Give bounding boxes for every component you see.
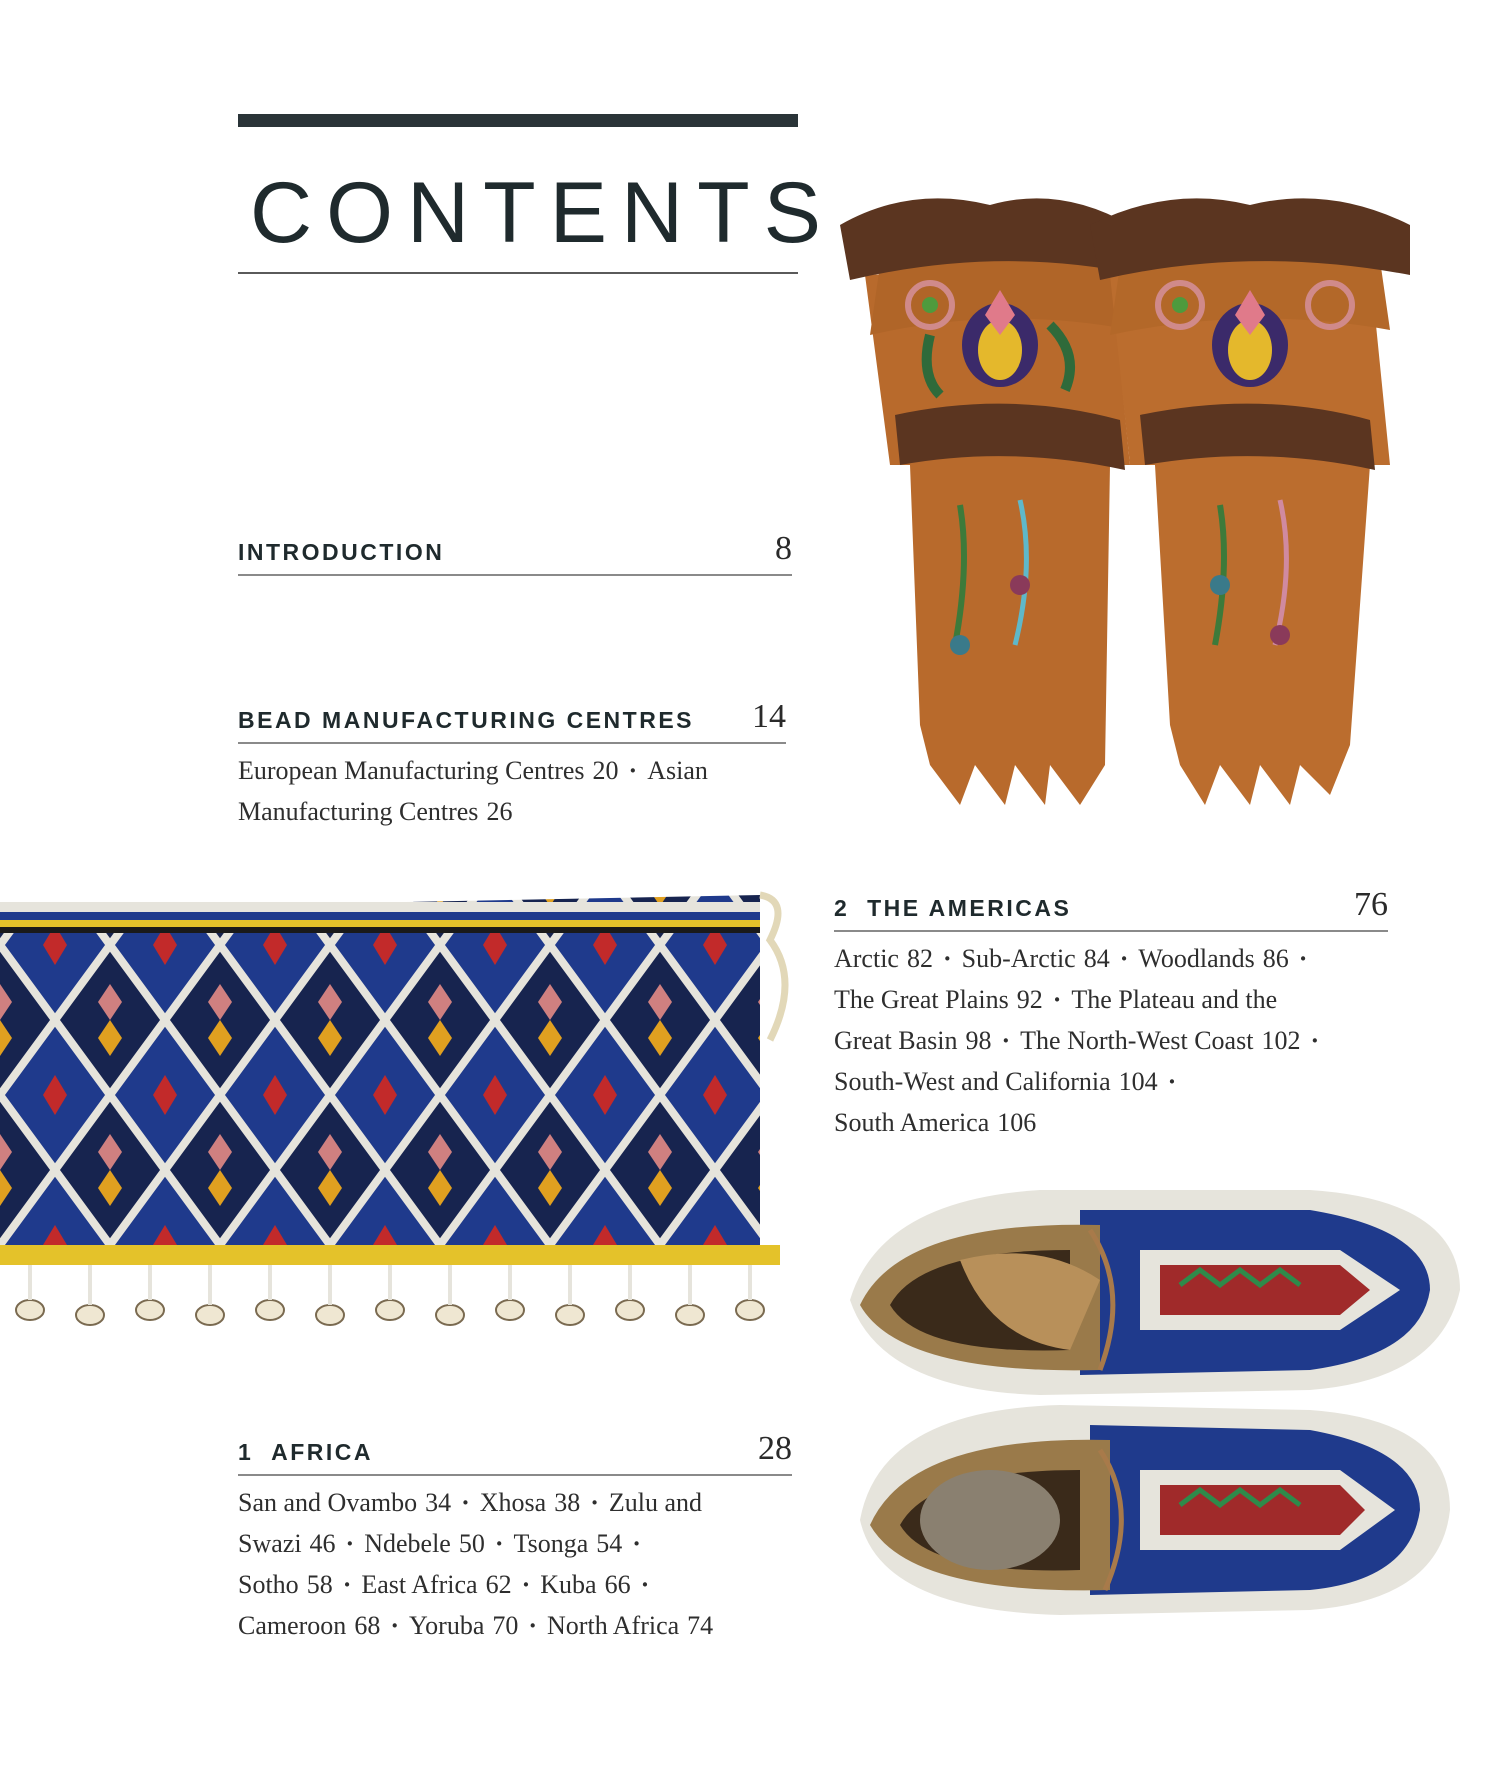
section-heading [834, 888, 1388, 922]
entry-page: 58 [306, 1570, 333, 1599]
chapter-number: 2 [834, 895, 850, 921]
left-glove [840, 198, 1140, 805]
section-title: BEAD MANUFACTURING CENTRES [238, 707, 694, 733]
top-rule [238, 114, 798, 127]
bullet-separator: · [632, 1529, 641, 1558]
entry-name[interactable]: Asian [647, 756, 708, 785]
entry-name[interactable]: Zulu and [608, 1488, 703, 1517]
entry-name[interactable]: East Africa [361, 1570, 478, 1599]
bullet-separator: · [1310, 1026, 1320, 1055]
entry-page: 84 [1083, 944, 1110, 973]
entry-page: 62 [485, 1570, 512, 1599]
section-introduction[interactable] [238, 532, 792, 576]
section-rule [834, 930, 1388, 932]
entry-line [834, 1102, 1388, 1143]
section-americas[interactable] [834, 888, 1388, 1143]
entry-name[interactable]: Swazi [238, 1529, 302, 1558]
title-underline [238, 272, 798, 274]
section-page-number: 14 [752, 698, 786, 735]
bullet-separator: · [494, 1529, 504, 1558]
entry-page: 92 [1016, 985, 1043, 1014]
entry-name[interactable]: Tsonga [513, 1529, 589, 1558]
entry-page: 98 [965, 1026, 992, 1055]
bullet-separator: · [345, 1529, 355, 1558]
entry-page: 50 [458, 1529, 485, 1558]
entry-name[interactable]: South America [834, 1108, 990, 1137]
section-entries [834, 938, 1388, 1143]
entry-line [238, 1482, 792, 1523]
page-title: CONTENTS [250, 165, 835, 261]
bullet-separator: · [1119, 944, 1129, 973]
section-title: INTRODUCTION [238, 539, 445, 565]
entry-page: 66 [604, 1570, 631, 1599]
lower-moccasin [860, 1405, 1450, 1615]
entry-line [834, 979, 1388, 1020]
section-title: THE AMERICAS [867, 895, 1072, 921]
section-rule [238, 1474, 792, 1476]
entry-page: 102 [1261, 1026, 1301, 1055]
section-title-wrap [238, 1439, 373, 1466]
bullet-separator: · [590, 1488, 599, 1517]
entry-name[interactable]: The Great Plains [834, 985, 1009, 1014]
entry-line [834, 1061, 1388, 1102]
bullet-separator: · [1052, 985, 1062, 1014]
right-glove [1090, 198, 1410, 805]
bullet-separator: · [521, 1570, 531, 1599]
entry-name[interactable]: Ndebele [364, 1529, 451, 1558]
section-heading [238, 700, 786, 734]
section-title: AFRICA [271, 1439, 373, 1465]
entry-line [238, 1523, 792, 1564]
beaded-apron-photo [0, 870, 800, 1350]
entry-page: 86 [1262, 944, 1289, 973]
entry-page: 46 [309, 1529, 336, 1558]
entry-name[interactable]: The Plateau and the [1071, 985, 1278, 1014]
entry-name[interactable]: Cameroon [238, 1611, 347, 1640]
entry-page: 20 [592, 756, 619, 785]
entry-name[interactable]: European Manufacturing Centres [238, 756, 585, 785]
entry-page: 82 [906, 944, 933, 973]
section-entries [238, 1482, 792, 1646]
bullet-separator: · [628, 756, 638, 785]
entry-line [238, 791, 786, 832]
entry-page: 104 [1118, 1067, 1158, 1096]
entry-name[interactable]: North Africa [547, 1611, 680, 1640]
entry-name[interactable]: Arctic [834, 944, 899, 973]
entry-page: 34 [425, 1488, 452, 1517]
entry-line [834, 938, 1388, 979]
section-bead-manufacturing[interactable] [238, 700, 786, 832]
beaded-moccasins-photo [840, 1170, 1470, 1650]
section-heading [238, 532, 792, 566]
bullet-separator: · [1001, 1026, 1011, 1055]
entry-page: 68 [354, 1611, 381, 1640]
bullet-separator: · [1167, 1067, 1177, 1096]
bullet-separator: · [1298, 944, 1308, 973]
entry-name[interactable]: Manufacturing Centres [238, 797, 479, 826]
entry-name[interactable]: Kuba [540, 1570, 597, 1599]
entry-line [834, 1020, 1388, 1061]
cowrie-fringe [16, 1300, 764, 1325]
section-page-number: 76 [1354, 886, 1388, 923]
entry-name[interactable]: Yoruba [408, 1611, 485, 1640]
bullet-separator: · [342, 1570, 352, 1599]
bullet-separator: · [390, 1611, 399, 1640]
bullet-separator: · [528, 1611, 538, 1640]
entry-name[interactable]: Sub-Arctic [961, 944, 1076, 973]
section-africa[interactable] [238, 1432, 792, 1646]
entry-name[interactable]: The North-West Coast [1020, 1026, 1254, 1055]
entry-name[interactable]: Great Basin [834, 1026, 958, 1055]
section-title-wrap [834, 895, 1071, 922]
section-entries [238, 750, 786, 832]
bullet-separator: · [461, 1488, 470, 1517]
entry-name[interactable]: South-West and California [834, 1067, 1111, 1096]
entry-line [238, 1564, 792, 1605]
entry-name[interactable]: Woodlands [1138, 944, 1255, 973]
bullet-separator: · [942, 944, 952, 973]
entry-page: 106 [997, 1108, 1037, 1137]
section-page-number: 8 [775, 530, 792, 567]
entry-page: 70 [492, 1611, 519, 1640]
bullet-separator: · [640, 1570, 650, 1599]
entry-page: 38 [554, 1488, 581, 1517]
entry-page: 54 [596, 1529, 623, 1558]
section-rule [238, 574, 792, 576]
upper-moccasin [850, 1190, 1460, 1395]
entry-line [238, 1605, 792, 1646]
section-rule [238, 742, 786, 744]
entry-line [238, 750, 786, 791]
entry-page: 74 [687, 1611, 714, 1640]
entry-name[interactable]: San and Ovambo [238, 1488, 418, 1517]
entry-name[interactable]: Sotho [238, 1570, 299, 1599]
chapter-number: 1 [238, 1439, 254, 1465]
entry-page: 26 [486, 797, 513, 826]
section-page-number: 28 [758, 1430, 792, 1467]
beaded-fur-gloves-photo [810, 165, 1470, 825]
section-heading [238, 1432, 792, 1466]
entry-name[interactable]: Xhosa [479, 1488, 547, 1517]
